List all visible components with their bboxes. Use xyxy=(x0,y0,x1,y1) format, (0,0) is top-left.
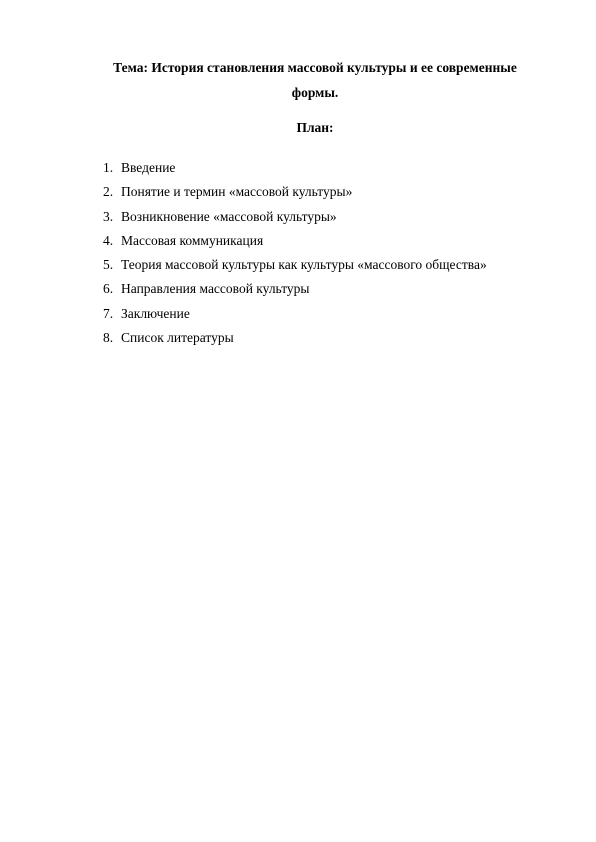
toc-item-text: Направления массовой культуры xyxy=(121,281,310,297)
toc-item-text: Теория массовой культуры как культуры «массового общества» xyxy=(121,257,487,273)
toc-item xyxy=(103,253,487,277)
toc-item-number: 5. xyxy=(103,257,114,273)
toc-item-number: 1. xyxy=(103,160,114,175)
toc-item-text: Возникновение «массовой культуры» xyxy=(121,208,337,224)
toc-item-number: 7. xyxy=(103,305,114,321)
toc-item-text: Понятие и термин «массовой культуры» xyxy=(121,184,353,200)
toc-item xyxy=(103,156,487,180)
toc-item-number: 2. xyxy=(103,184,114,200)
toc-item-text: Список литературы xyxy=(121,330,234,346)
toc-item xyxy=(103,277,487,301)
toc-item xyxy=(103,326,487,350)
toc-item-number: 6. xyxy=(103,281,114,297)
toc-item-text: Введение xyxy=(121,160,176,175)
toc-item-number: 3. xyxy=(103,208,114,224)
document-title: Тема: История становления массовой культуры и ее современные формы. xyxy=(113,60,517,100)
toc-item xyxy=(103,180,487,204)
toc-item xyxy=(103,302,487,326)
toc-item xyxy=(103,205,487,229)
toc-item-text: Заключение xyxy=(121,305,190,321)
toc-item-text: Массовая коммуникация xyxy=(121,232,264,248)
plan-heading: План: xyxy=(296,120,334,135)
toc-item-number: 8. xyxy=(103,330,114,346)
table-of-contents xyxy=(103,156,487,350)
toc-item xyxy=(103,229,487,253)
toc-item-number: 4. xyxy=(103,232,114,248)
